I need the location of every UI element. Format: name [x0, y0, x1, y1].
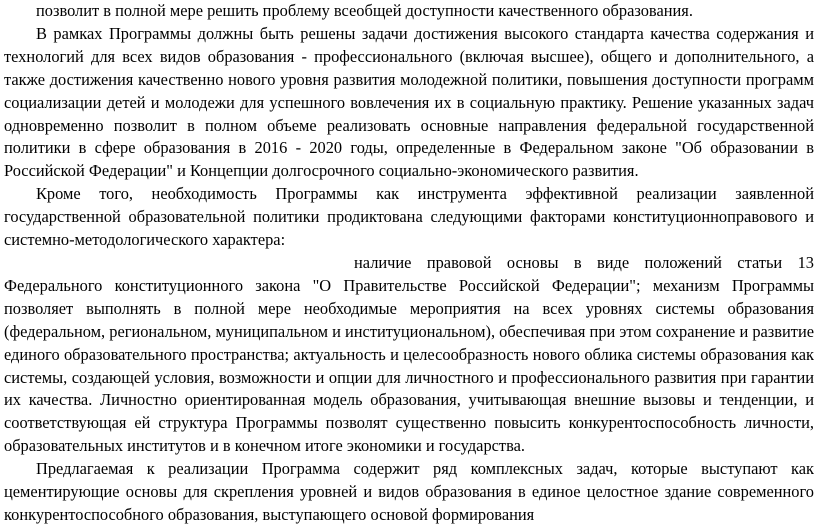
paragraph-legal-basis: наличие правовой основы в виде положений статьи 13 Федерального конституционного закона "О Правительстве Российской Федерации"; механизм Программы позволяет выполнять в полной мере необходимые мероприятия на всех уровнях системы образования (федеральном, региональном, муниципальном и институциональном), обеспечивая при этом сохранение и развитие единого образовательного пространства; актуальность и целесообразность нового облика системы образования как системы, создающей условия, возможности и опции для личностного и профессионального развития при гарантии их качества. Личностно ориентированная модель образования, учитывающая внешние вызовы и тенденции, и соответствующая ей структура Программы позволят существенно повысить конкурентоспособность личности, образовательных институтов и в конечном итоге экономики и государства. — [4, 252, 814, 456]
paragraph-program-tasks: В рамках Программы должны быть решены задачи достижения высокого стандарта качества содержания и технологий для всех видов образования - профессионального (включая высшее), общего и дополнительного, а также достижения качественно нового уровня развития молодежной политики, повышения доступности программ социализации детей и молодежи для успешного вовлечения их в социальную практику. Решение указанных задач одновременно позволит в полном объеме реализовать основные направления федеральной государственной политики в сфере образования в 2016 - 2020 годы, определенные в Федеральном законе "Об образовании в Российской Федерации" и Концепции долгосрочного социально-экономического развития. — [4, 23, 814, 181]
paragraph-continuation: позволит в полной мере решить проблему всеобщей доступности качественного образования. — [36, 1, 693, 20]
paragraph-proposed-program: Предлагаемая к реализации Программа содержит ряд комплексных задач, которые выступают как цементирующие основы для скрепления уровней и видов образования в единое целостное здание современного конкурентоспособного образования, выступающего основой формирования — [4, 459, 814, 524]
document-page — [4, 0, 814, 527]
paragraph-necessity: Кроме того, необходимость Программы как инструмента эффективной реализации заявленной государственной образовательной политики продиктована следующими факторами конституционноправового и системно-методологического характера: — [4, 184, 814, 250]
